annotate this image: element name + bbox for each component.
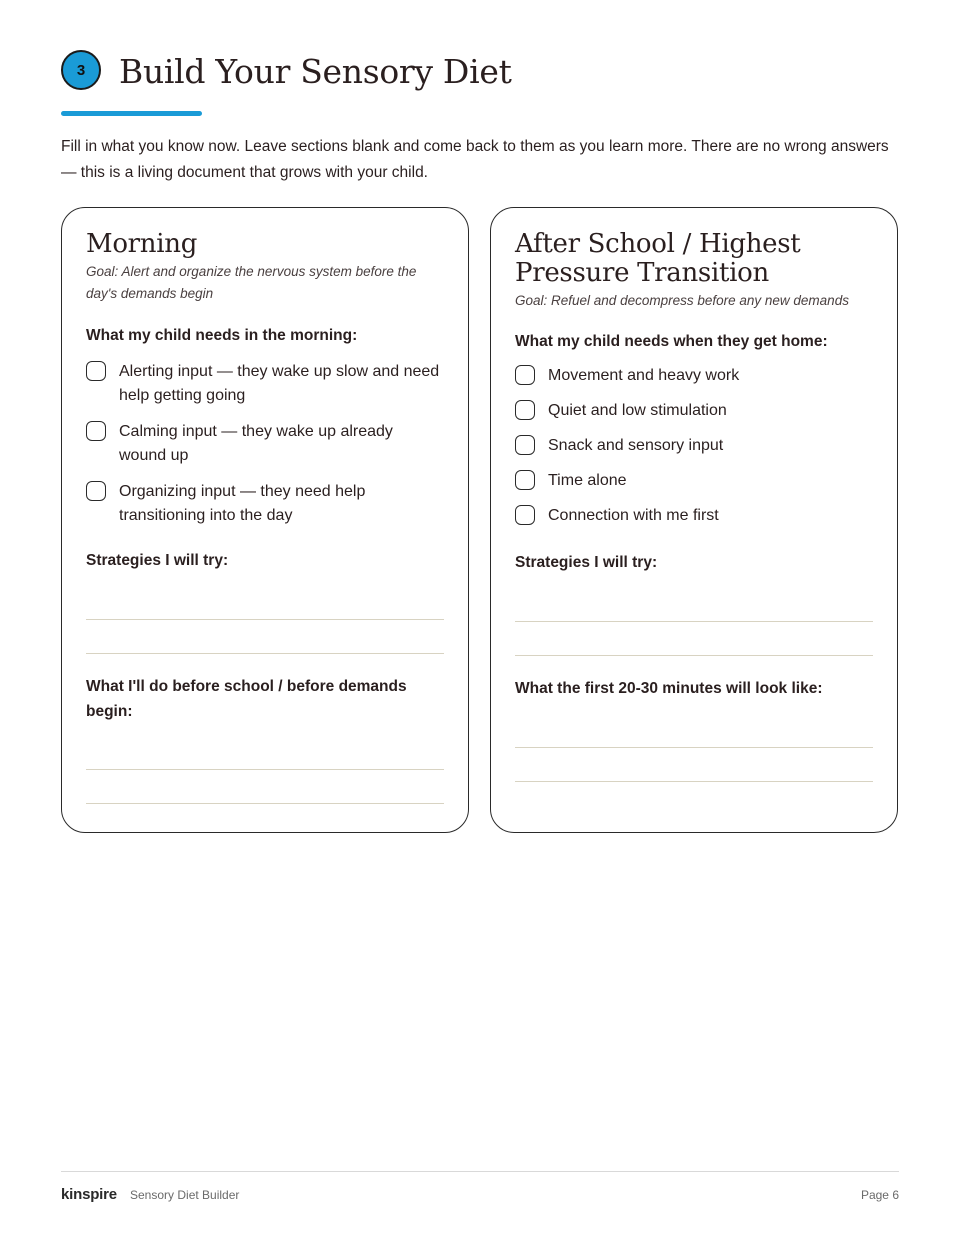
checkbox-connection[interactable] [515, 505, 535, 525]
checkbox-quiet[interactable] [515, 400, 535, 420]
after-school-first-minutes-label: What the first 20-30 minutes will look like: [515, 680, 823, 697]
checklist-item-label: Calming input — they wake up already wound up [119, 423, 393, 464]
morning-goal: Goal: Alert and organize the nervous system before the day's demands begin [86, 264, 417, 301]
after-school-title: After School / Highest Pressure Transition [515, 229, 801, 288]
checkbox-movement[interactable] [515, 365, 535, 385]
after-school-needs-label: What my child needs when they get home: [515, 333, 828, 350]
checkbox-organizing[interactable] [86, 481, 106, 501]
checkbox-snack[interactable] [515, 435, 535, 455]
morning-card [61, 207, 469, 833]
checklist-item [515, 399, 873, 423]
morning-before-line-1[interactable] [86, 769, 444, 770]
after-school-strategies-line-2[interactable] [515, 655, 873, 656]
morning-before-label: What I'll do before school / before demands begin: [86, 678, 407, 720]
morning-needs-checklist [86, 360, 444, 528]
checkbox-time-alone[interactable] [515, 470, 535, 490]
morning-needs-label: What my child needs in the morning: [86, 327, 358, 344]
checklist-item [86, 420, 444, 468]
morning-strategies-label: Strategies I will try: [86, 552, 229, 569]
after-school-needs-checklist [515, 364, 873, 528]
document-name: Sensory Diet Builder [130, 1188, 240, 1202]
page-number: Page 6 [860, 1188, 899, 1202]
checkbox-alerting[interactable] [86, 361, 106, 381]
after-school-first-minutes-line-2[interactable] [515, 781, 873, 782]
checklist-item [515, 364, 873, 388]
intro-text: Fill in what you know now. Leave sections blank and come back to them as you learn more. There are no wrong answers — this is a living document that grows with your child. [61, 138, 889, 181]
checklist-item [515, 504, 873, 528]
checkbox-calming[interactable] [86, 421, 106, 441]
checklist-item-label: Alerting input — they wake up slow and need help getting going [119, 363, 440, 404]
after-school-strategies-label: Strategies I will try: [515, 554, 658, 571]
checklist-item-label: Organizing input — they need help transitioning into the day [119, 483, 366, 524]
title-underline [61, 111, 202, 116]
checklist-item [515, 434, 873, 458]
checklist-item [86, 480, 444, 528]
after-school-card [490, 207, 898, 833]
checklist-item-label: Snack and sensory input [548, 437, 724, 454]
checklist-item-label: Quiet and low stimulation [548, 402, 727, 419]
page-title: Build Your Sensory Diet [119, 52, 512, 91]
morning-strategies-line-1[interactable] [86, 619, 444, 620]
after-school-goal: Goal: Refuel and decompress before any new demands [515, 293, 849, 308]
checklist-item-label: Connection with me first [548, 507, 719, 524]
morning-title: Morning [86, 229, 198, 259]
morning-strategies-line-2[interactable] [86, 653, 444, 654]
brand-logo: kinspire [61, 1186, 117, 1203]
after-school-first-minutes-line-1[interactable] [515, 747, 873, 748]
after-school-strategies-line-1[interactable] [515, 621, 873, 622]
checklist-item [86, 360, 444, 408]
checklist-item-label: Movement and heavy work [548, 367, 740, 384]
step-number-badge: 3 [61, 50, 101, 90]
checklist-item [515, 469, 873, 493]
checklist-item-label: Time alone [548, 472, 627, 489]
morning-before-line-2[interactable] [86, 803, 444, 804]
footer-divider [61, 1171, 899, 1172]
